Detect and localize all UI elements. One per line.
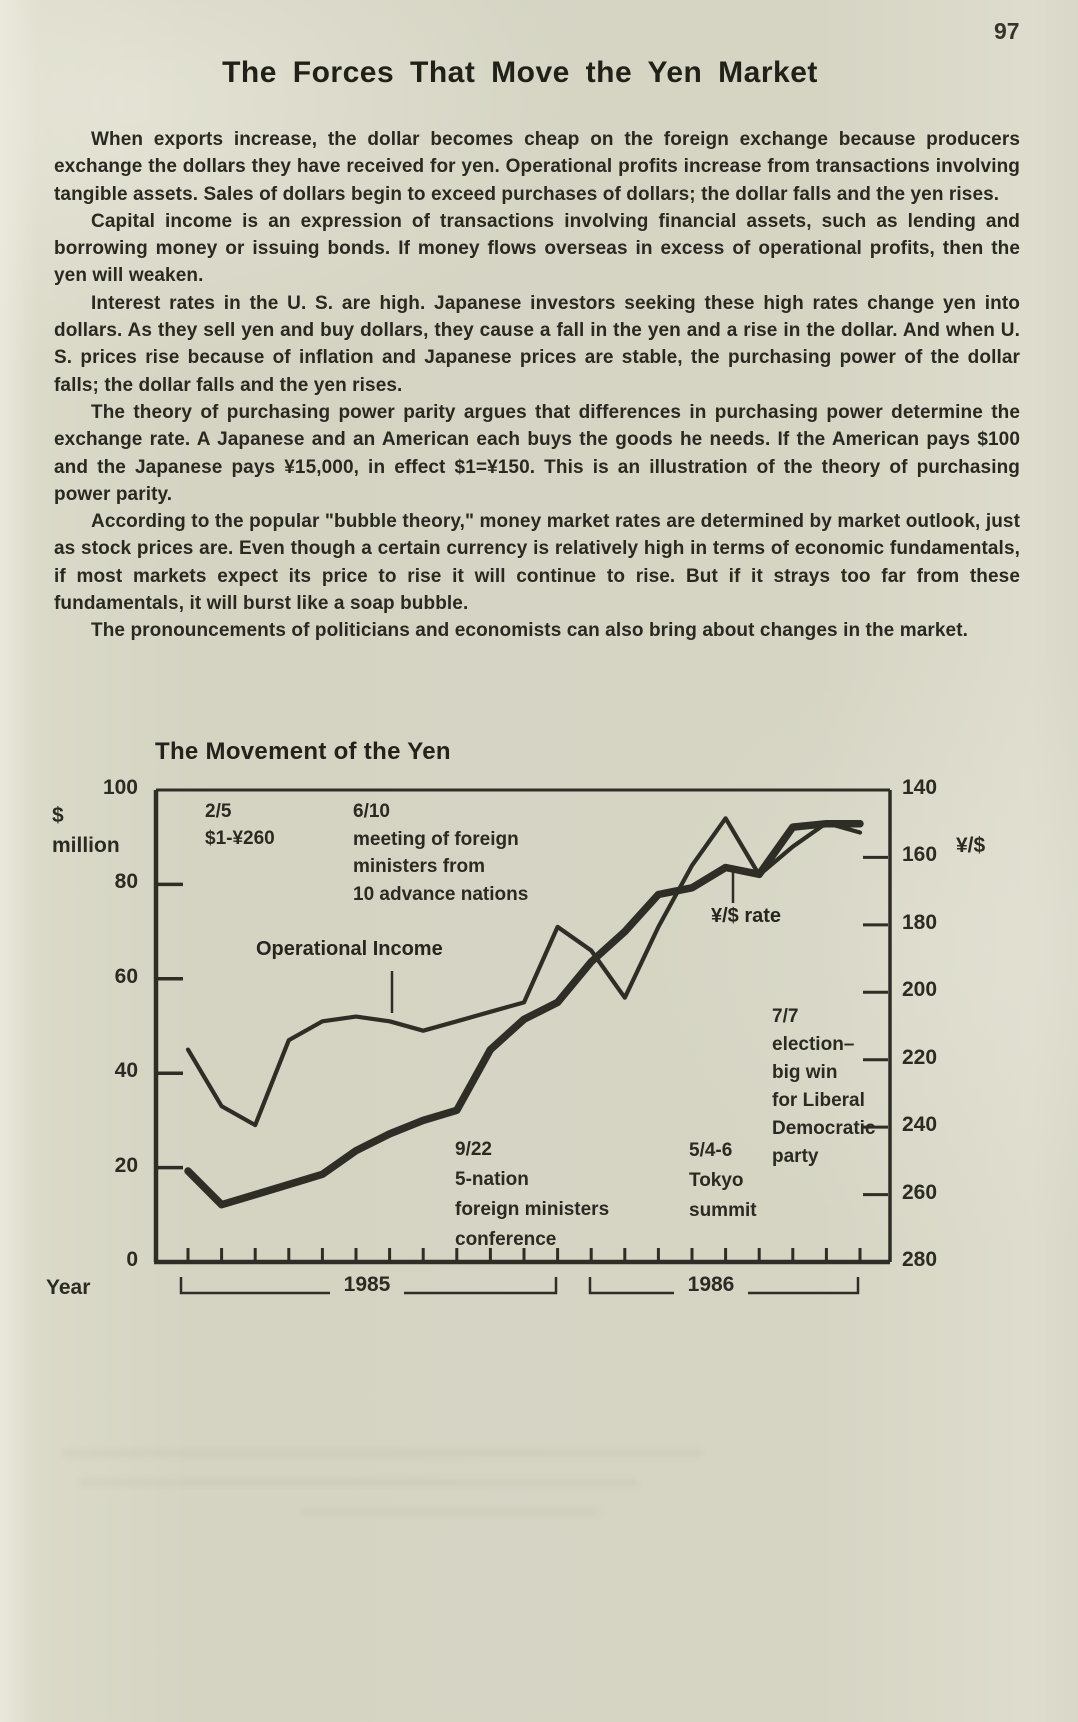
scan-smudge bbox=[78, 1478, 638, 1487]
chart-annotation-jul7-line1: 7/7 bbox=[772, 1006, 799, 1027]
paragraph-4: The theory of purchasing power parity argues that differences in purchasing power determine the exchange rate. A Japanese and an American each buys the goods he needs. If the American pays $100 and the Japanese pays ¥15,000, in effect $1=¥150. This is an illustration of the theory of purchasing power parity. bbox=[54, 401, 1020, 505]
left-axis-tick-label: 80 bbox=[114, 870, 138, 894]
right-axis-tick-label: 160 bbox=[902, 843, 938, 867]
chart-annotation-jun10-line1: 6/10 bbox=[353, 801, 390, 822]
chart-annotation-sep22-line1: 9/22 bbox=[455, 1139, 492, 1160]
left-axis-unit-label: $ bbox=[52, 804, 64, 827]
paragraph-3: Interest rates in the U. S. are high. Japanese investors seeking these high rates change yen into dollars. As they sell yen and buy dollars, they cause a fall in the yen and a rise in the dollar. And when U. S. prices rise because of inflation and Japanese prices are stable, the purchasing power of the dollar falls; the dollar falls and the yen rises. bbox=[54, 292, 1020, 396]
right-axis-tick-label: 220 bbox=[902, 1045, 938, 1069]
page-title: The Forces That Move the Yen Market bbox=[222, 56, 818, 89]
right-axis-tick-label: 200 bbox=[902, 978, 938, 1002]
chart-annotation-jun10-line3: ministers from bbox=[353, 856, 485, 877]
chart-annotation-may46-line1: 5/4-6 bbox=[689, 1140, 733, 1161]
chart-annotation-jun10-line4: 10 advance nations bbox=[353, 883, 529, 905]
chart-annotation-jun10-line2: meeting of foreign bbox=[353, 828, 519, 850]
right-axis-tick-label: 240 bbox=[902, 1113, 938, 1137]
series-line-operational-income bbox=[188, 818, 860, 1125]
right-axis-tick-label: 280 bbox=[902, 1248, 938, 1271]
scan-smudge bbox=[300, 1508, 600, 1516]
series-label-yen-rate: ¥/$ rate bbox=[711, 905, 782, 927]
body-text bbox=[54, 126, 1020, 645]
scan-smudge bbox=[62, 1448, 702, 1458]
paragraph-2: Capital income is an expression of transactions involving financial assets, such as lending and borrowing money or issuing bonds. If money flows overseas in excess of operational profits, then the yen will weaken. bbox=[54, 210, 1020, 287]
series-line--rate bbox=[188, 824, 860, 1205]
left-axis-tick-label: 40 bbox=[114, 1059, 138, 1083]
chart-title: The Movement of the Yen bbox=[155, 738, 451, 765]
chart-annotation-jul7-line3: big win bbox=[772, 1062, 838, 1083]
chart-annotation-jul7-line6: party bbox=[772, 1146, 819, 1167]
chart-annotation-jul7-line4: for Liberal bbox=[772, 1090, 865, 1111]
paragraph-6: The pronouncements of politicians and economists can also bring about changes in the market. bbox=[91, 620, 969, 642]
chart-annotation-feb5-line2: $1-¥260 bbox=[205, 827, 275, 849]
chart-annotation-jul7-line5: Democratic bbox=[772, 1118, 876, 1139]
series-label-operational-income: Operational Income bbox=[256, 938, 443, 960]
chart-annotation-may46-line2: Tokyo bbox=[689, 1170, 744, 1191]
right-axis-unit-label: ¥/$ bbox=[956, 834, 986, 857]
chart-annotation-sep22-line4: conference bbox=[455, 1229, 557, 1250]
page-number: 97 bbox=[994, 18, 1020, 44]
right-axis-tick-label: 260 bbox=[902, 1180, 938, 1204]
year-label-1985: 1985 bbox=[343, 1273, 391, 1296]
paragraph-5: According to the popular "bubble theory," money market rates are determined by market outlook, just as stock prices are. Even though a certain currency is relatively high in terms of economic fundamentals, if most markets expect its price to rise it will continue to rise. But if it strays too far from these fundamentals, it will burst like a soap bubble. bbox=[54, 511, 1020, 615]
paragraph-1: When exports increase, the dollar becomes cheap on the foreign exchange because producers exchange the dollars they have received for yen. Operational profits increase from transactions involving tangible assets. Sales of dollars begin to exceed purchases of dollars; the dollar falls and the yen rises. bbox=[54, 129, 1020, 205]
chart-annotation-may46-line3: summit bbox=[689, 1200, 757, 1221]
left-axis-unit-label: million bbox=[52, 834, 120, 857]
series-lines bbox=[188, 818, 860, 1204]
chart-annotation-sep22-line2: 5-nation bbox=[455, 1169, 529, 1190]
chart-annotation-feb5-line1: 2/5 bbox=[205, 801, 232, 822]
left-axis-tick-label: 100 bbox=[102, 776, 138, 799]
year-label-1986: 1986 bbox=[687, 1273, 735, 1296]
x-axis-label: Year bbox=[46, 1276, 91, 1299]
chart-annotation-sep22-line3: foreign ministers bbox=[455, 1199, 610, 1220]
left-axis-tick-label: 60 bbox=[114, 964, 138, 988]
right-axis-tick-label: 180 bbox=[902, 910, 938, 934]
left-axis-tick-label: 20 bbox=[114, 1153, 138, 1177]
right-axis-tick-label: 140 bbox=[902, 776, 938, 799]
chart-annotation-jul7-line2: election– bbox=[772, 1034, 855, 1055]
left-axis-tick-label: 0 bbox=[126, 1248, 138, 1271]
